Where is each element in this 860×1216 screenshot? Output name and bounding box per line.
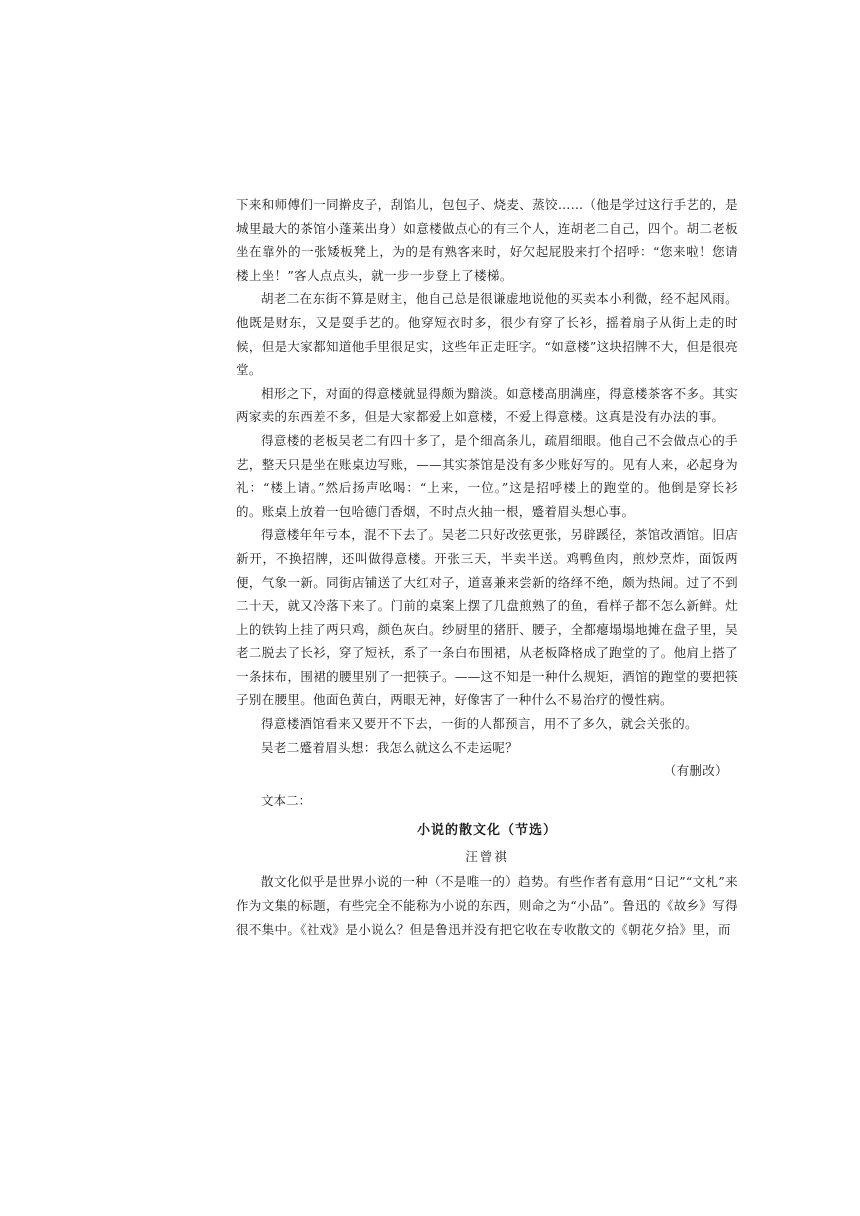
article-title: 小说的散文化（节选） — [416, 823, 557, 839]
text2-label: 文本二： — [261, 792, 312, 808]
text1-paragraph-6: 得意楼酒馆看来又要开不下去，一街的人都预言，用不了多久，就会关张的。 — [261, 716, 698, 732]
document-page — [236, 193, 738, 941]
article-author: 汪曾祺 — [465, 849, 509, 865]
text1-paragraph-2: 胡老二在东街不算是财主，他自己总是很谦虚地说他的买卖本小利微，经不起风雨。他既是财东，又是耍手艺的。他穿短衣时多，很少有穿了长衫，摇着扇子从街上走的时候，但是大家都知道他手里很足实，这些年正走旺字。“如意楼”这块招牌不大，但是很亮堂。 — [236, 291, 738, 378]
text1-paragraph-5: 得意楼年年亏本，混不下去了。吴老二只好改弦更张，另辟蹊径，茶馆改酒馆。旧店新开，不换招牌，还叫做得意楼。开张三天，半卖半送。鸡鸭鱼肉，煎炒烹炸，面饭两便，气象一新。同街店铺送了大红对子，道喜兼来尝新的络绎不绝，颇为热闹。过了不到二十天，就又冷落下来了。门前的桌案上摆了几盘煎熟了的鱼，看样子都不怎么新鲜。灶上的铁钩上挂了两只鸡，颜色灰白。纱厨里的猪肝、腰子，全都瘪塌塌地摊在盘子里，吴老二脱去了长衫，穿了短袄，系了一条白布围裙，从老板降格成了跑堂的了。他肩上搭了一条抹布，围裙的腰里别了一把筷子。——这不知是一种什么规矩，酒馆的跑堂的要把筷子别在腰里。他面色黄白，两眼无神，好像害了一种什么不易治疗的慢性病。 — [236, 527, 738, 708]
text1-paragraph-3: 相形之下，对面的得意楼就显得颇为黯淡。如意楼高朋满座，得意楼茶客不多。其实两家卖的东西差不多，但是大家都爱上如意楼，不爱上得意楼。这真是没有办法的事。 — [236, 385, 738, 425]
source-note: （有删改） — [663, 763, 728, 779]
text1-paragraph-1: 下来和师傅们一同擀皮子，刮馅儿，包包子、烧麦、蒸饺……（他是学过这行手艺的，是城里最大的茶馆小蓬莱出身）如意楼做点心的有三个人，连胡老二自己，四个。胡二老板坐在靠外的一张矮板凳上，为的是有熟客来时，好欠起屁股来打个招呼：“您来啦！您请楼上坐！”客人点点头，就一步一步登上了楼梯。 — [236, 197, 738, 283]
text1-paragraph-4: 得意楼的老板吴老二有四十多了，是个细高条儿，疏眉细眼。他自己不会做点心的手艺，整天只是坐在账桌边写账，——其实茶馆是没有多少账好写的。见有人来，必起身为礼：“楼上请。”然后扬声吆喝：“上来，一位。”这是招呼楼上的跑堂的。他倒是穿长衫的。账桌上放着一包哈德门香烟，不时点火抽一根，蹙着眉头想心事。 — [236, 432, 738, 519]
text1-paragraph-7: 吴老二蹙着眉头想：我怎么就这么不走运呢？ — [261, 739, 519, 755]
text2-paragraph-1: 散文化似乎是世界小说的一种（不是唯一的）趋势。有些作者有意用“日记”“文札”来作为文集的标题，有些完全不能称为小说的东西，则命之为“小品”。鲁迅的《故乡》写得很不集中。《社戏》是小说么？但是鲁迅并没有把它收在专收散文的《朝花夕拾》里，而 — [236, 874, 738, 937]
